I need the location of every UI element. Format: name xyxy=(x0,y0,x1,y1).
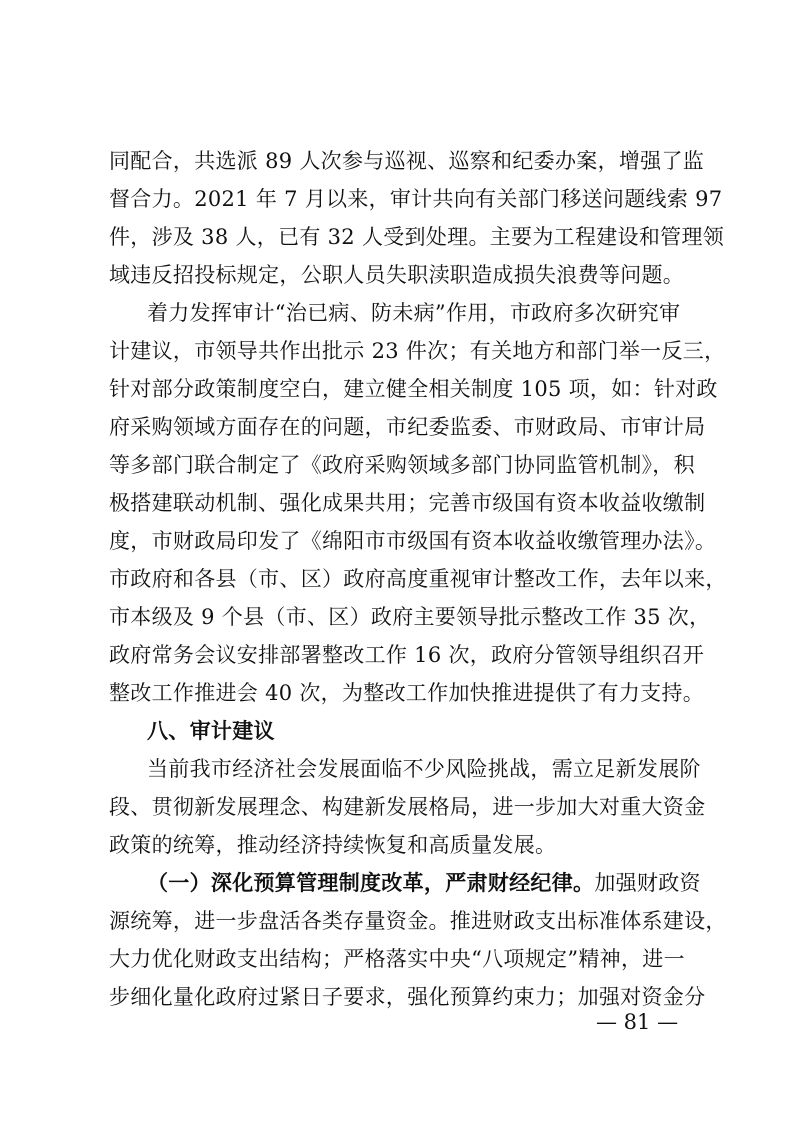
body-line: 府采购领域方面存在的问题，市纪委监委、市财政局、市审计局 xyxy=(109,415,706,439)
body-line: 段、贯彻新发展理念、构建新发展格局，进一步加大对重大资金 xyxy=(109,795,706,819)
paragraph-first-line: 着力发挥审计“治已病、防未病”作用，市政府多次研究审 xyxy=(147,301,681,325)
body-line: 大力优化财政支出结构；严格落实中央“八项规定”精神，进一 xyxy=(109,947,685,971)
subsection-line xyxy=(147,864,701,902)
body-line: 市政府和各县（市、区）政府高度重视审计整改工作，去年以来， xyxy=(109,567,727,591)
body-line: 整改工作推进会 40 次，为整改工作加快推进提供了有力支持。 xyxy=(109,681,705,705)
body-line: 督合力。2021 年 7 月以来，审计共向有关部门移送问题线索 97 xyxy=(109,187,723,211)
body-line: 度，市财政局印发了《绵阳市市级国有资本收益收缴管理办法》。 xyxy=(109,529,717,553)
body-line: 政策的统筹，推动经济持续恢复和高质量发展。 xyxy=(109,833,557,857)
subsection-heading: （一）深化预算管理制度改革，严肃财经纪律。 xyxy=(147,870,595,895)
body-line: 域违反招投标规定，公职人员失职渎职造成损失浪费等问题。 xyxy=(109,263,685,287)
body-line: 步细化量化政府过紧日子要求，强化预算约束力；加强对资金分 xyxy=(109,985,706,1009)
body-line: 件，涉及 38 人，已有 32 人受到处理。主要为工程建设和管理领 xyxy=(109,225,725,249)
body-line: 等多部门联合制定了《政府采购领域多部门协同监管机制》，积 xyxy=(109,453,695,477)
body-line: 源统筹，进一步盘活各类存量资金。推进财政支出标准体系建设， xyxy=(109,909,727,933)
section-heading: 八、审计建议 xyxy=(147,719,275,743)
body-line: 针对部分政策制度空白，建立健全相关制度 105 项，如：针对政 xyxy=(109,377,718,401)
subsection-text: 加强财政资 xyxy=(594,871,701,895)
page-number: — 81 — xyxy=(596,1010,679,1034)
body-line: 极搭建联动机制、强化成果共用；完善市级国有资本收益收缴制 xyxy=(109,491,706,515)
body-line: 计建议，市领导共作出批示 23 件次；有关地方和部门举一反三， xyxy=(109,339,726,363)
body-line: 同配合，共选派 89 人次参与巡视、巡察和纪委办案，增强了监 xyxy=(109,149,705,173)
body-line: 政府常务会议安排部署整改工作 16 次，政府分管领导组织召开 xyxy=(109,643,705,667)
paragraph-first-line: 当前我市经济社会发展面临不少风险挑战，需立足新发展阶 xyxy=(147,757,701,781)
body-line: 市本级及 9 个县（市、区）政府主要领导批示整改工作 35 次， xyxy=(109,605,711,629)
